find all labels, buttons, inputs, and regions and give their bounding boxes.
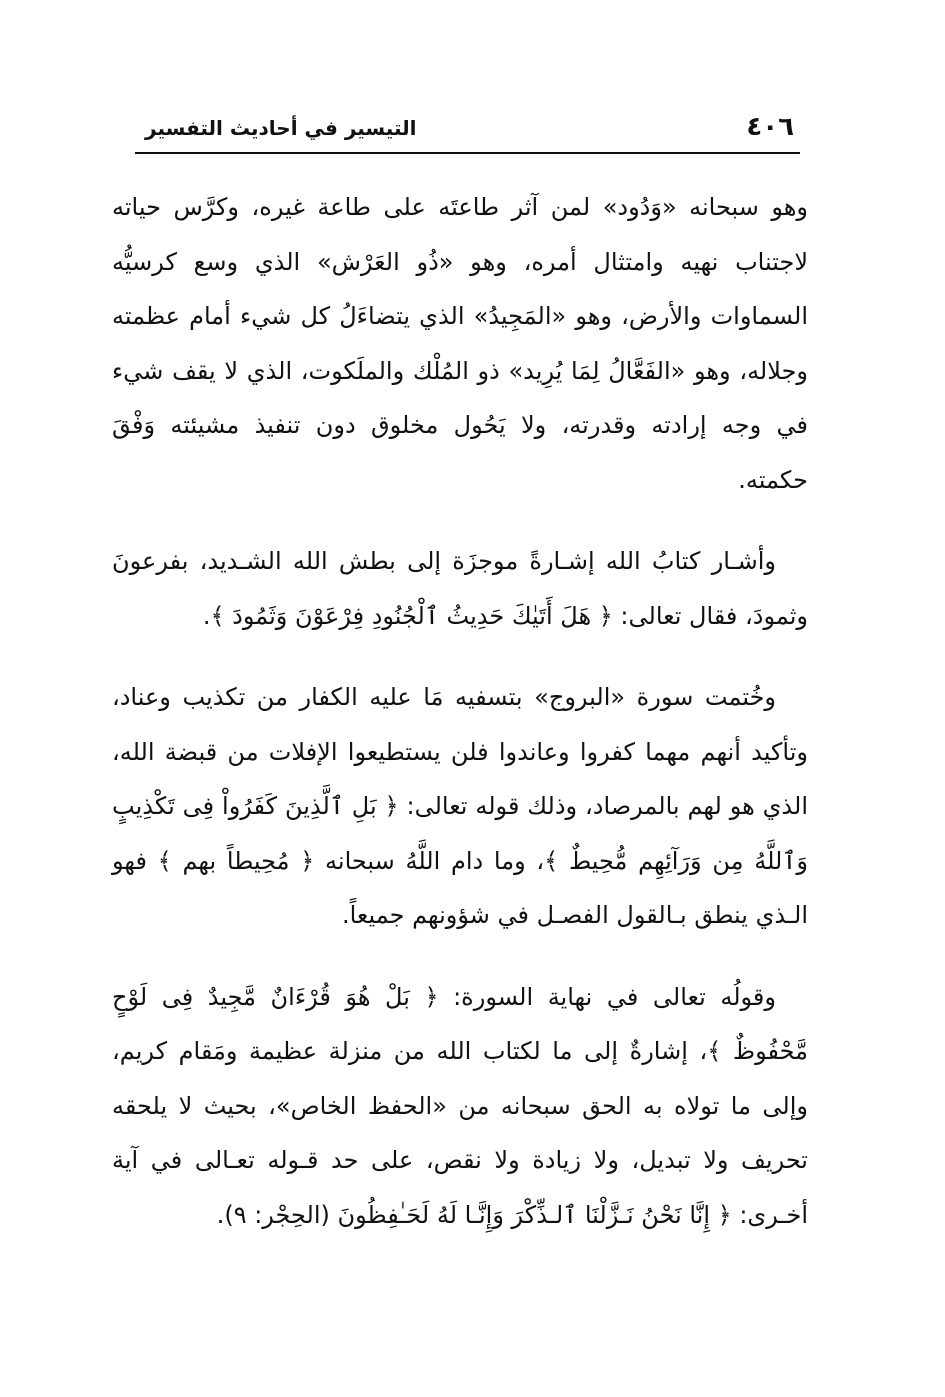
paragraph: وقولُه تعالى في نهاية السورة: ﴿ بَلْ هُوَ قُرْءَانٌ مَّجِيدٌ فِى لَوْحٍ مَّحْفُوظٌ ﴾، إشارةٌ إلى ما لكتاب الله من منزلة عظيمة ومَقام كريم، وإلى ما تولاه به الحق سبحانه من «الحفظ الخاص»، بحيث لا يلحقه تحريف ولا تبديل، ولا زيادة ولا نقص، على حد قـوله تعـالى في آية أخـرى: ﴿ إِنَّا نَحْنُ نَـزَّلْنَا ٱلـذِّكْرَ وَإِنَّـا لَهُ لَحَـٰفِظُونَ (الحِجْر: ٩). [112,982,808,1229]
page-header [135,108,800,154]
paragraph: وهو سبحانه «وَدُود» لمن آثر طاعتَه على طاعة غيره، وكرَّس حياته لاجتناب نهيه وامتثال أمره، وهو «ذُو العَرْش» الذي وسع كرسيُّه السماوات والأرض، وهو «المَجِيدُ» الذي يتضاءَلُ كل شيء أمام عظمته وجلاله، وهو «الفَعَّالُ لِمَا يُرِيد» ذو المُلْك والملَكوت، الذي لا يقف شيء في وجه إرادته وقدرته، ولا يَحُول مخلوق دون تنفيذ مشيئته وَفْقَ حكمته. [112,193,808,494]
page-number: ٤٠٦ [746,112,794,142]
body-text [112,180,808,1269]
running-title: التيسير في أحاديث التفسير [145,116,417,140]
paragraph: وخُتمت سورة «البروج» بتسفيه مَا عليه الكفار من تكذيب وعناد، وتأكيد أنهم مهما كفروا وعاندوا فلن يستطيعوا الإفلات من قبضة الله، الذي هو لهم بالمرصاد، وذلك قوله تعالى: ﴿ بَلِ ٱلَّذِينَ كَفَرُواْ فِى تَكْذِيبٍ وَٱللَّهُ مِن وَرَآئِهِم مُّحِيطٌ ﴾، وما دام اللَّهُ سبحانه ﴿ مُحِيطاً بهم ﴾ فهو الـذي ينطق بـالقول الفصـل في شؤونهم جميعاً. [112,683,808,929]
paragraph: وأشـار كتابُ الله إشـارةً موجزَة إلى بطش الله الشـديد، بفرعونَ وثمودَ، فقال تعالى: ﴿ هَلَ أَتَيٰكَ حَدِيثُ ٱلْجُنُودِ فِرْعَوْنَ وَثَمُودَ ﴾. [112,547,808,630]
